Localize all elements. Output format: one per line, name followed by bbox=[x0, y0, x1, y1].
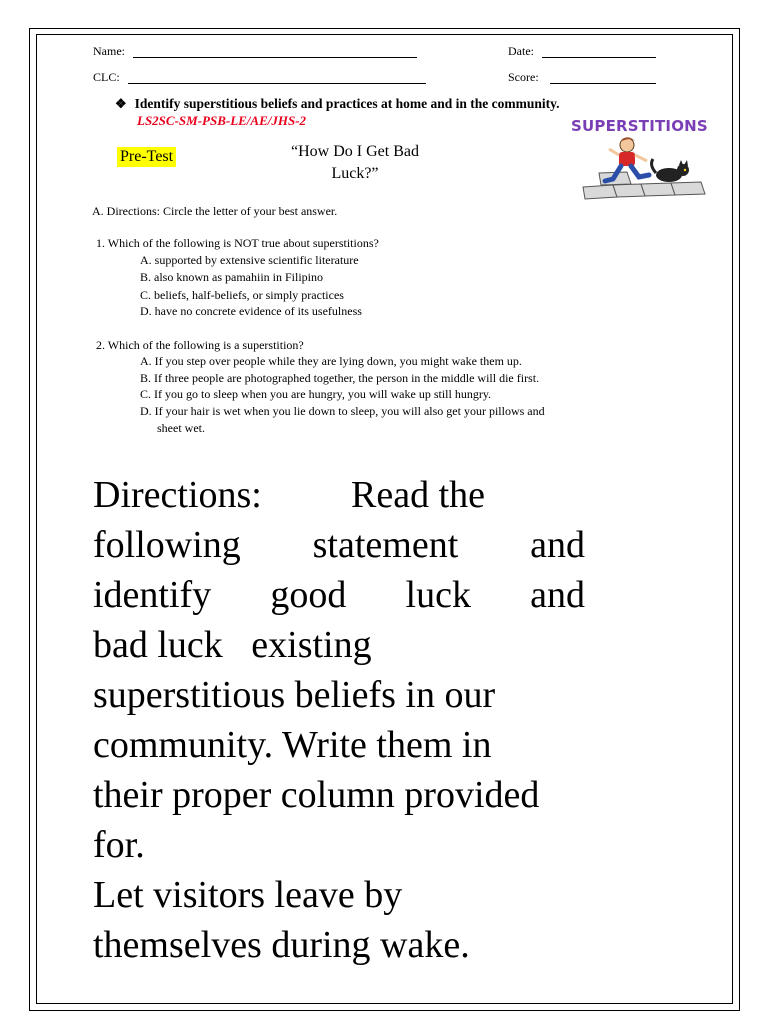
question-2-choice-d[interactable]: D. If your hair is wet when you lie down to sleep, you will also get your pillows and bbox=[140, 404, 545, 418]
big-word: following bbox=[93, 524, 241, 566]
name-field[interactable] bbox=[133, 57, 417, 58]
question-2-choice-a[interactable]: A. If you step over people while they are lying down, you might wake them up. bbox=[140, 354, 522, 368]
big-word: Directions: bbox=[93, 474, 262, 516]
clc-field[interactable] bbox=[128, 83, 426, 84]
question-1-choice-d[interactable]: D. have no concrete evidence of its usefulness bbox=[140, 304, 362, 318]
illustration-word: SUPERSTITIONS bbox=[571, 117, 708, 135]
big-directions-line-4: bad luck existing bbox=[93, 624, 372, 666]
example-statement-line-1: Let visitors leave by bbox=[93, 874, 403, 916]
big-word: and bbox=[530, 524, 585, 566]
question-1-stem: 1. Which of the following is NOT true about superstitions? bbox=[96, 236, 379, 250]
question-1-choice-a[interactable]: A. supported by extensive scientific literature bbox=[140, 253, 359, 267]
big-word: good bbox=[270, 574, 347, 616]
diamond-bullet-icon: ❖ bbox=[115, 96, 127, 111]
big-word: identify bbox=[93, 574, 212, 616]
title-line-2: Luck?” bbox=[331, 165, 379, 182]
superstitions-illustration bbox=[569, 115, 714, 210]
name-label: Name: bbox=[93, 44, 125, 58]
objective-text: Identify superstitious beliefs and practices at home and in the community. bbox=[134, 96, 560, 111]
question-1-choice-c[interactable]: C. beliefs, half-beliefs, or simply practices bbox=[140, 288, 344, 302]
big-word: and bbox=[530, 574, 585, 616]
question-2-choice-c[interactable]: C. If you go to sleep when you are hungry, you will wake up still hungry. bbox=[140, 387, 492, 401]
question-2-choice-d-continuation: sheet wet. bbox=[157, 421, 205, 435]
big-word: statement bbox=[312, 524, 459, 566]
example-statement-line-2: themselves during wake. bbox=[93, 924, 470, 966]
big-directions-line-3 bbox=[93, 570, 585, 620]
score-label: Score: bbox=[508, 70, 539, 84]
date-label: Date: bbox=[508, 44, 534, 58]
title-line-1: “How Do I Get Bad bbox=[291, 143, 419, 160]
big-directions-line-6: community. Write them in bbox=[93, 724, 492, 766]
question-2-choice-b[interactable]: B. If three people are photographed together, the person in the middle will die first. bbox=[140, 371, 540, 385]
score-field[interactable] bbox=[550, 83, 656, 84]
big-word: Read the bbox=[350, 474, 485, 516]
objective bbox=[115, 96, 560, 112]
big-directions-line-8: for. bbox=[93, 824, 145, 866]
big-directions-line-2 bbox=[93, 520, 585, 570]
competency-code: LS2SC-SM-PSB-LE/AE/JHS-2 bbox=[137, 113, 307, 128]
big-directions-line-7: their proper column provided bbox=[93, 774, 540, 816]
big-word: luck bbox=[405, 574, 471, 616]
worksheet-title bbox=[235, 141, 475, 185]
clc-label: CLC: bbox=[93, 70, 120, 84]
big-directions-line-5: superstitious beliefs in our bbox=[93, 674, 496, 716]
question-2-stem: 2. Which of the following is a superstition? bbox=[96, 338, 304, 352]
question-1-choice-b[interactable]: B. also known as pamahiin in Filipino bbox=[140, 270, 323, 284]
date-field[interactable] bbox=[542, 57, 656, 58]
pretest-label: Pre-Test bbox=[117, 147, 176, 167]
section-a-directions: A. Directions: Circle the letter of your best answer. bbox=[92, 204, 338, 218]
hopscotch-boy-cat-icon bbox=[569, 115, 714, 210]
big-directions-line-1 bbox=[93, 470, 485, 520]
